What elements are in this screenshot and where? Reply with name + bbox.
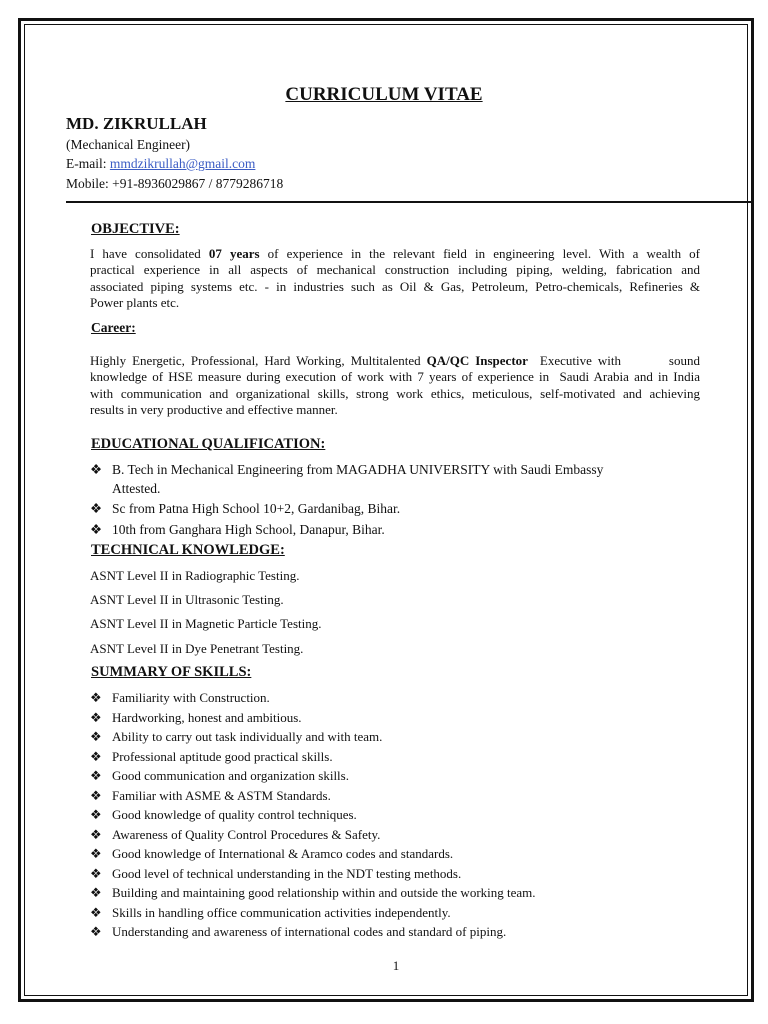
paragraph-text: Power plants etc. xyxy=(90,294,180,310)
skill-text: Understanding and awareness of international codes and standard of piping. xyxy=(112,924,507,939)
bullet-diamond-icon: ❖ xyxy=(90,904,102,920)
objective-text xyxy=(90,246,700,311)
skill-text: Hardworking, honest and ambitious. xyxy=(112,709,302,725)
email-line xyxy=(66,156,255,172)
skills-heading: SUMMARY OF SKILLS: xyxy=(91,664,252,680)
technical-item: ASNT Level II in Ultrasonic Testing. xyxy=(90,592,284,607)
skill-text: Familiarity with Construction. xyxy=(112,690,270,705)
skill-text: Familiar with ASME & ASTM Standards. xyxy=(112,787,331,803)
bullet-diamond-icon: ❖ xyxy=(90,865,102,881)
paragraph-text: results in very productive and effective manner. xyxy=(90,401,338,417)
paragraph-line xyxy=(90,369,700,385)
paragraph-line xyxy=(90,246,700,262)
mobile-line: Mobile: +91-8936029867 / 8779286718 xyxy=(66,176,284,191)
skill-item xyxy=(90,729,382,745)
skill-item xyxy=(90,710,302,726)
skill-item xyxy=(90,749,333,765)
skill-item xyxy=(90,690,270,706)
paragraph-text: knowledge of HSE measure during execution of work with 7 years of experience in Saudi Arabia and in India xyxy=(90,369,700,385)
objective-heading: OBJECTIVE: xyxy=(91,221,180,237)
career-text xyxy=(90,353,700,418)
designation: (Mechanical Engineer) xyxy=(66,137,191,152)
education-item: ❖ B. Tech in Mechanical Engineering from MAGADHA UNIVERSITY with Saudi Embassy xyxy=(90,462,604,477)
bullet-diamond-icon: ❖ xyxy=(90,709,102,725)
skill-item xyxy=(90,905,451,921)
skill-item xyxy=(90,788,331,804)
paragraph-line xyxy=(90,353,700,369)
paragraph-line xyxy=(90,295,700,311)
skill-text: Building and maintaining good relationship within and outside the working team. xyxy=(112,885,536,900)
skill-text: Good level of technical understanding in the NDT testing methods. xyxy=(112,865,462,881)
technical-heading: TECHNICAL KNOWLEDGE: xyxy=(91,542,285,558)
bullet-diamond-icon: ❖ xyxy=(90,846,102,861)
technical-item: ASNT Level II in Magnetic Particle Testing. xyxy=(90,616,322,631)
bullet-diamond-icon: ❖ xyxy=(90,787,102,803)
skill-item xyxy=(90,924,506,940)
education-item-continuation: Attested. xyxy=(112,481,161,496)
bullet-diamond-icon: ❖ xyxy=(90,748,102,764)
bullet-diamond-icon: ❖ xyxy=(90,501,103,516)
paragraph-line xyxy=(90,402,700,418)
skill-item xyxy=(90,807,357,823)
paragraph-text: of experience in the relevant field in engineering level. With a wealth of xyxy=(259,246,701,261)
skill-item xyxy=(90,885,536,901)
technical-item: ASNT Level II in Radiographic Testing. xyxy=(90,568,300,583)
paragraph-text: associated piping systems etc. - in industries such as Oil & Gas, Petroleum, Petro-chemicals, Refineries & xyxy=(90,278,700,294)
emphasis-text: QA/QC Inspector xyxy=(426,353,528,368)
bullet-diamond-icon: ❖ xyxy=(90,885,102,900)
skill-item xyxy=(90,768,349,784)
paragraph-line xyxy=(90,279,700,295)
paragraph-text: Executive with sound xyxy=(527,353,700,368)
education-item: ❖ 10th from Ganghara High School, Danapur, Bihar. xyxy=(90,522,385,537)
paragraph-line xyxy=(90,262,700,278)
skill-item xyxy=(90,846,453,862)
bullet-diamond-icon: ❖ xyxy=(90,924,102,939)
bullet-diamond-icon: ❖ xyxy=(90,462,103,477)
skill-text: Good communication and organization skills. xyxy=(112,768,349,783)
education-heading: EDUCATIONAL QUALIFICATION: xyxy=(91,436,326,452)
skill-text: Ability to carry out task individually and with team. xyxy=(112,729,383,744)
skill-text: Good knowledge of International & Aramco codes and standards. xyxy=(112,846,454,861)
bullet-diamond-icon: ❖ xyxy=(90,826,102,842)
bullet-diamond-icon: ❖ xyxy=(90,768,102,783)
candidate-name: MD. ZIKRULLAH xyxy=(66,114,207,133)
document-title: CURRICULUM VITAE xyxy=(285,84,483,105)
education-item: ❖ Sc from Patna High School 10+2, Gardanibag, Bihar. xyxy=(90,501,401,516)
paragraph-text: Highly Energetic, Professional, Hard Working, Multitalented xyxy=(90,353,427,368)
header-divider xyxy=(66,201,752,203)
email-label: E-mail: xyxy=(66,156,110,171)
bullet-diamond-icon: ❖ xyxy=(90,729,102,744)
paragraph-text: practical experience in all aspects of mechanical construction including piping, welding, fabrication and xyxy=(90,262,700,278)
email-link[interactable]: mmdzikrullah@gmail.com xyxy=(109,156,256,171)
paragraph-line xyxy=(90,386,700,402)
skill-text: Skills in handling office communication activities independently. xyxy=(112,904,451,920)
skill-item xyxy=(90,827,380,843)
skill-text: Professional aptitude good practical skills. xyxy=(112,748,333,764)
bullet-diamond-icon: ❖ xyxy=(90,690,102,705)
skill-item xyxy=(90,866,461,882)
skill-text: Good knowledge of quality control techniques. xyxy=(112,807,357,822)
bullet-diamond-icon: ❖ xyxy=(90,522,103,537)
skill-text: Awareness of Quality Control Procedures & Safety. xyxy=(112,826,381,842)
page-number: 1 xyxy=(392,958,400,973)
emphasis-text: 07 years xyxy=(208,246,260,261)
paragraph-text: with communication and organizational skills, strong work ethics, meticulous, self-motivated and achieving xyxy=(90,385,700,401)
career-heading: Career: xyxy=(91,320,136,335)
bullet-diamond-icon: ❖ xyxy=(90,807,102,822)
technical-item: ASNT Level II in Dye Penetrant Testing. xyxy=(90,641,304,656)
paragraph-text: I have consolidated xyxy=(90,246,209,261)
